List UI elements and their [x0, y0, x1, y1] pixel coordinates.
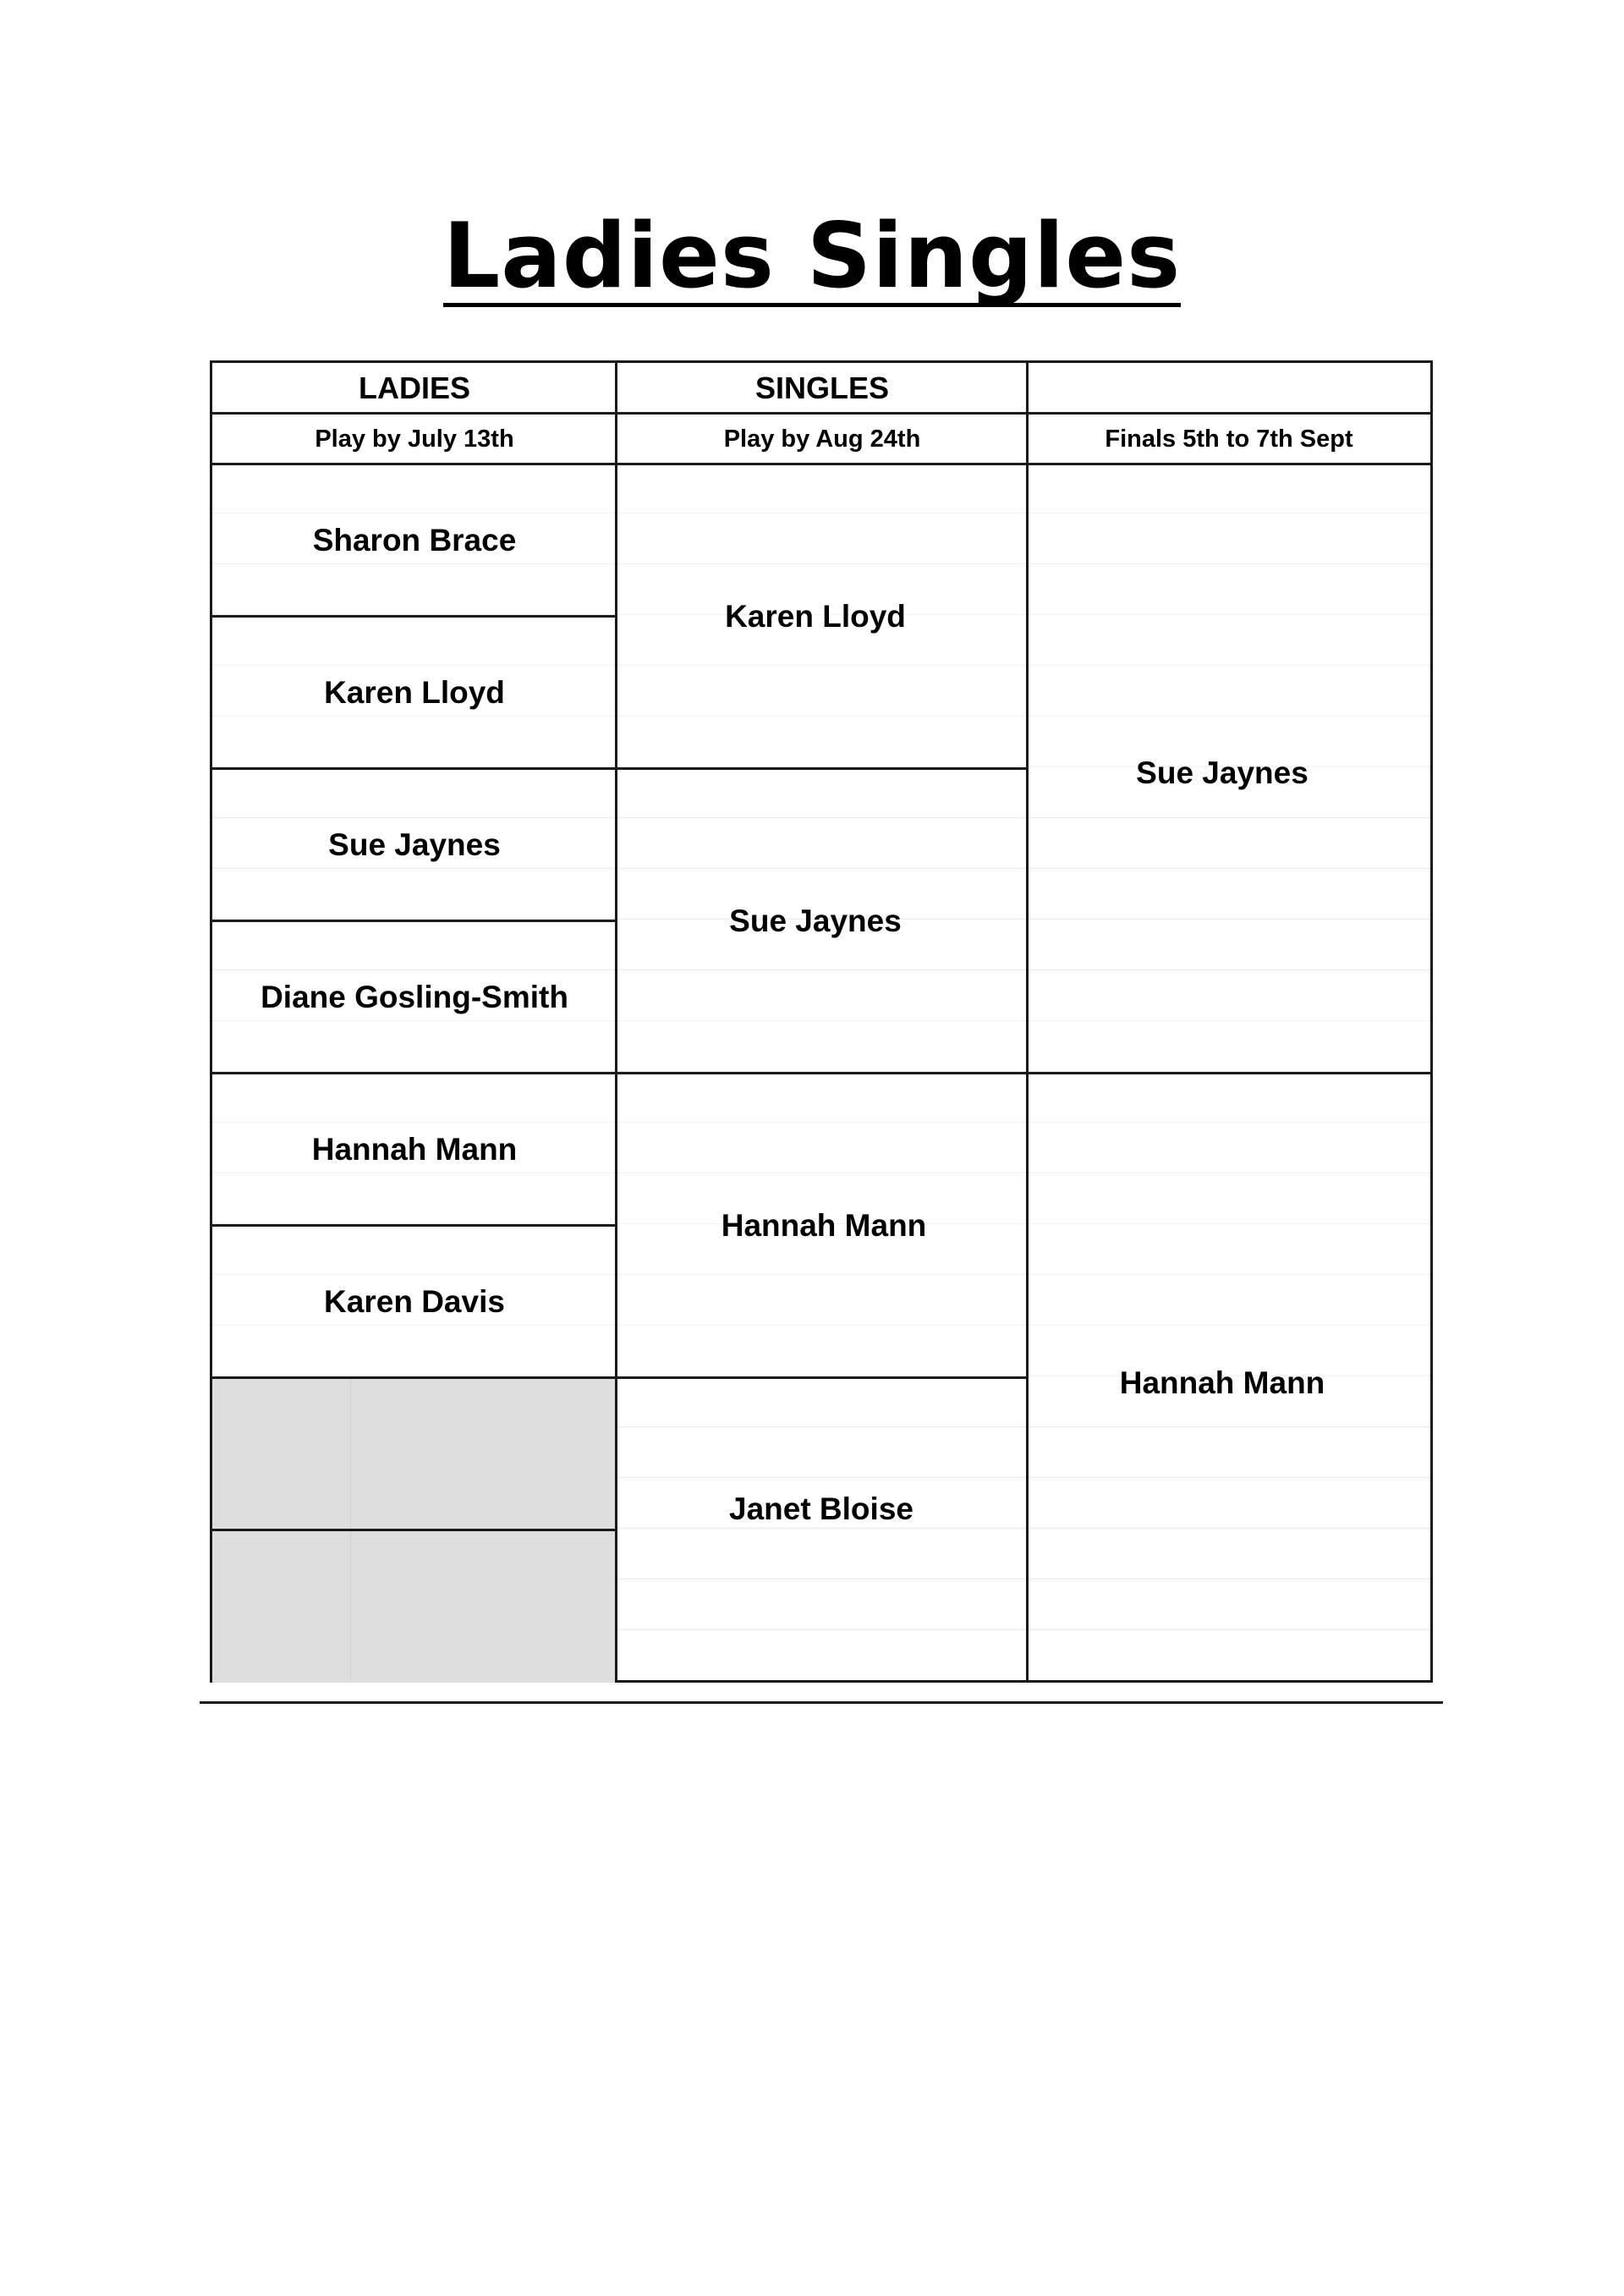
header-singles: SINGLES: [754, 371, 890, 405]
column-divider-2: [1026, 363, 1029, 1683]
deadline-round1: Play by July 13th: [315, 425, 514, 453]
round1-player-2: Karen Lloyd: [324, 675, 505, 710]
header-divider: [212, 412, 1430, 415]
page-title-text: Ladies Singles: [442, 204, 1182, 308]
round1-empty-slot-8: [212, 1530, 617, 1683]
round1-player-6: Karen Davis: [324, 1284, 505, 1319]
round2-player-3: Hannah Mann: [721, 1208, 927, 1243]
draw-table: [210, 360, 1433, 1683]
deadline-finals: Finals 5th to 7th Sept: [1105, 425, 1353, 453]
round1-divider-2: [212, 767, 1028, 770]
round1-divider-5: [212, 1224, 617, 1227]
footer-rule: [200, 1701, 1443, 1704]
round1-empty-slot-7: [212, 1378, 617, 1530]
round2-player-4: Janet Bloise: [729, 1491, 914, 1526]
round1-player-3: Sue Jaynes: [328, 827, 501, 862]
header-ladies: LADIES: [358, 371, 470, 405]
deadline-round2: Play by Aug 24th: [723, 425, 921, 453]
subheader-divider: [212, 463, 1430, 465]
round1-player-4: Diane Gosling-Smith: [261, 980, 568, 1014]
round1-divider-7: [212, 1529, 617, 1531]
final-player-2: Hannah Mann: [1119, 1365, 1325, 1400]
round2-player-1: Karen Lloyd: [725, 599, 906, 634]
round1-player-1: Sharon Brace: [312, 523, 517, 558]
round1-divider-3: [212, 920, 617, 922]
round1-divider-6: [212, 1376, 1028, 1379]
header-blank: [1028, 363, 1430, 414]
final-player-1: Sue Jaynes: [1136, 755, 1309, 790]
bracket-half-divider: [212, 1072, 1430, 1074]
round2-player-2: Sue Jaynes: [729, 904, 902, 938]
page-title: [0, 201, 1624, 311]
column-divider-1: [615, 363, 617, 1683]
round1-player-5: Hannah Mann: [311, 1132, 518, 1167]
round1-divider-1: [212, 615, 617, 618]
